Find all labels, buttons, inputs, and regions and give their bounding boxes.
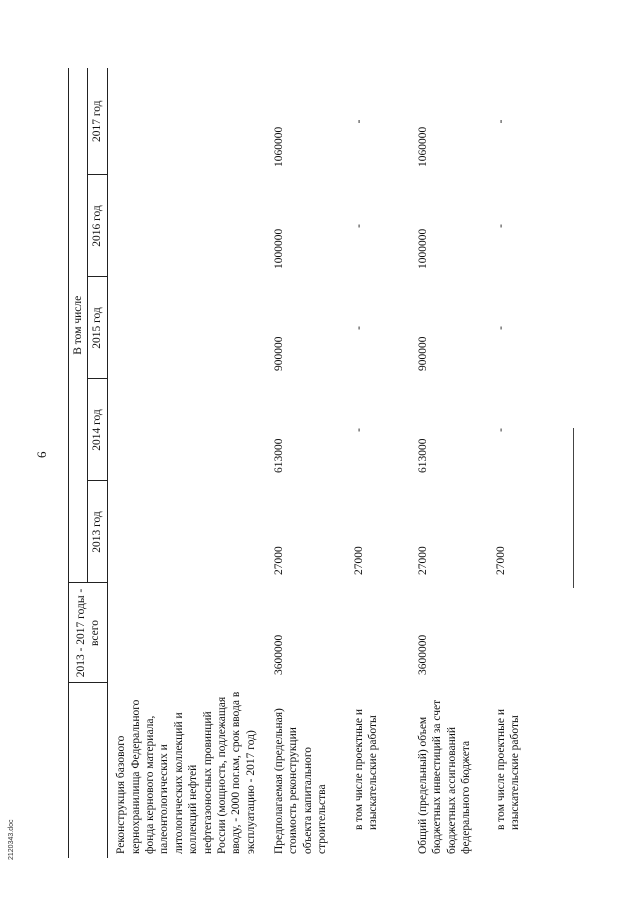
row-label: в том числе проектные и изыскательские работы xyxy=(353,709,380,830)
footer-doc-id: 2120343.doc xyxy=(8,819,15,860)
row-label: Предполагаемая (предельная) стоимость реконструкции объекта капитального строительства xyxy=(273,708,329,854)
header-row-1 xyxy=(69,68,88,858)
header-year-2017: 2017 год xyxy=(88,68,107,175)
row-label: в том числе проектные и изыскательские работы xyxy=(495,709,522,830)
header-total: 2013 - 2017 годы - всего xyxy=(69,583,108,683)
header-year-2016: 2016 год xyxy=(88,175,107,277)
rotated-table-container xyxy=(68,68,628,858)
page-number: 6 xyxy=(34,451,49,458)
table-row xyxy=(108,68,260,858)
table-row: Предполагаемая (предельная) стоимость реконструкции объекта капитального строительства 3600000 27000 613000 900000 1000000 1060000 xyxy=(260,68,338,858)
row-label: Общий (предельный) объем бюджетных инвестиций за счет бюджетных ассигнований федерального бюджета xyxy=(417,699,473,854)
row-value xyxy=(108,583,260,683)
separator-line xyxy=(573,428,574,588)
row-label: Реконструкция базового кернохранилища Федерального фонда кернового материала, палеонтологических и литологических коллекций и коллекций нефтей нефтегазоносных провинций России (мощность, подлежащая вводу, - 2000 пог.км, срок ввода в эксплуатацию - 2017 год) xyxy=(115,691,257,854)
header-year-2013: 2013 год xyxy=(88,481,107,583)
header-year-2015: 2015 год xyxy=(88,277,107,379)
table-row: в том числе проектные и изыскательские работы 27000 - - - - xyxy=(484,68,544,858)
investment-table xyxy=(68,68,544,858)
table-row: Общий (предельный) объем бюджетных инвестиций за счет бюджетных ассигнований федерального бюджета 3600000 27000 613000 900000 1000000 1060000 xyxy=(404,68,484,858)
header-group: В том числе xyxy=(69,68,88,583)
table-row: в том числе проектные и изыскательские работы 27000 - - - - xyxy=(338,68,404,858)
header-blank xyxy=(69,683,108,858)
header-year-2014: 2014 год xyxy=(88,379,107,481)
